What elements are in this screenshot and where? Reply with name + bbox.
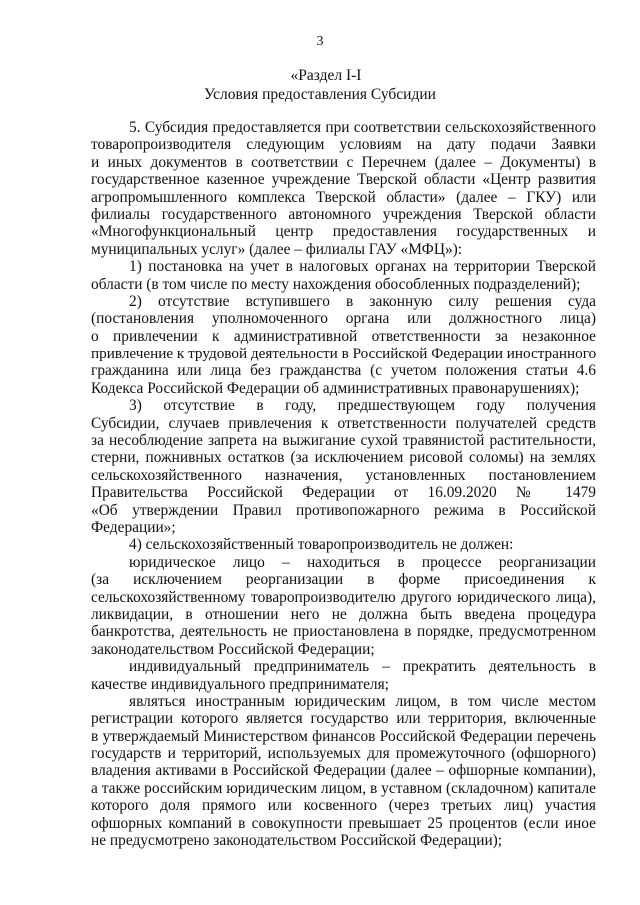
text-line: являться иностранным юридическим лицом, в том числе местом <box>129 692 596 710</box>
text-line: филиалы государственного автономного учреждения Тверской области <box>91 205 596 223</box>
text-line: привлечение к трудовой деятельности в Российской Федерации иностранного <box>91 345 596 363</box>
text-line: 1) постановка на учет в налоговых органах на территории Тверской <box>129 258 596 276</box>
text-line: 2) отсутствие вступившего в законную силу решения суда <box>129 292 596 310</box>
text-line: Федерации»; <box>91 518 176 536</box>
text-line: законодательством Российской Федерации; <box>91 640 375 658</box>
text-line: «Об утверждении Правил противопожарного режима в Российской <box>91 501 596 519</box>
text-line: за несоблюдение запрета на выжигание сухой травянистой растительности, <box>91 432 596 450</box>
section-subtitle: Условия предоставления Субсидии <box>204 86 436 103</box>
text-line: не предусмотрено законодательством Российской Федерации); <box>91 832 503 850</box>
text-line: муниципальных услуг» (далее – филиалы ГАУ «МФЦ»): <box>91 240 463 258</box>
text-line: 5. Субсидия предоставляется при соответствии сельскохозяйственного <box>129 119 596 136</box>
section-title: «Раздел I-I <box>290 67 362 84</box>
text-line: товаропроизводителя следующим условиям на дату подачи Заявки <box>91 136 596 154</box>
text-line: (за исключением реорганизации в форме присоединения к <box>91 571 596 589</box>
text-line: Правительства Российской Федерации от 16.09.2020 № 1479 <box>91 484 596 502</box>
text-line: а также российским юридическим лицом, в уставном (складочном) капитале <box>91 779 596 797</box>
text-line: сельскохозяйственного назначения, установленных постановлением <box>91 466 596 484</box>
text-line: офшорных компаний в совокупности превышает 25 процентов (если иное <box>91 814 596 832</box>
text-line: в утверждаемый Министерством финансов Российской Федерации перечень <box>91 727 596 745</box>
document-body <box>91 119 596 849</box>
text-line: владения активами в Российской Федерации (далее – офшорные компании), <box>91 762 596 780</box>
text-line: Субсидии, случаев привлечения к ответственности получателей средств <box>91 414 596 432</box>
text-line: юридическое лицо – находиться в процессе реорганизации <box>129 553 596 571</box>
text-line: стерни, пожнивных остатков (за исключением рисовой соломы) на землях <box>91 449 596 467</box>
text-line: государств и территорий, используемых для промежуточного (офшорного) <box>91 745 596 763</box>
text-line: «Многофункциональный центр предоставления государственных и <box>91 223 596 241</box>
page-number: 3 <box>316 34 324 49</box>
text-line: 4) сельскохозяйственный товаропроизводитель не должен: <box>129 536 514 554</box>
text-line: агропромышленного комплекса Тверской области» (далее – ГКУ) или <box>91 188 596 206</box>
text-line: гражданина или лица без гражданства (с учетом положения статьи 4.6 <box>91 362 596 380</box>
text-line: сельскохозяйственному товаропроизводителю другого юридического лица), <box>91 588 596 606</box>
text-line: которого доля прямого или косвенного (через третьих лиц) участия <box>91 797 596 815</box>
text-line: регистрации которого является государство или территория, включенные <box>91 710 596 728</box>
text-line: индивидуальный предприниматель – прекратить деятельность в <box>129 658 596 676</box>
text-line: и иных документов в соответствии с Перечнем (далее – Документы) в <box>91 153 596 171</box>
text-line: качестве индивидуального предпринимателя; <box>91 675 389 693</box>
text-line: государственное казенное учреждение Тверской области «Центр развития <box>91 171 596 189</box>
text-line: Кодекса Российской Федерации об административных правонарушениях); <box>91 379 580 397</box>
text-line: 3) отсутствие в году, предшествующем году получения <box>129 397 596 415</box>
text-line: о привлечении к административной ответственности за незаконное <box>91 327 596 345</box>
text-line: области (в том числе по месту нахождения обособленных подразделений); <box>91 275 581 293</box>
text-line: банкротства, деятельность не приостановлена в порядке, предусмотренном <box>91 623 596 641</box>
text-line: ликвидации, в отношении него не должна быть введена процедура <box>91 605 596 623</box>
text-line: (постановления уполномоченного органа или должностного лица) <box>91 310 596 328</box>
